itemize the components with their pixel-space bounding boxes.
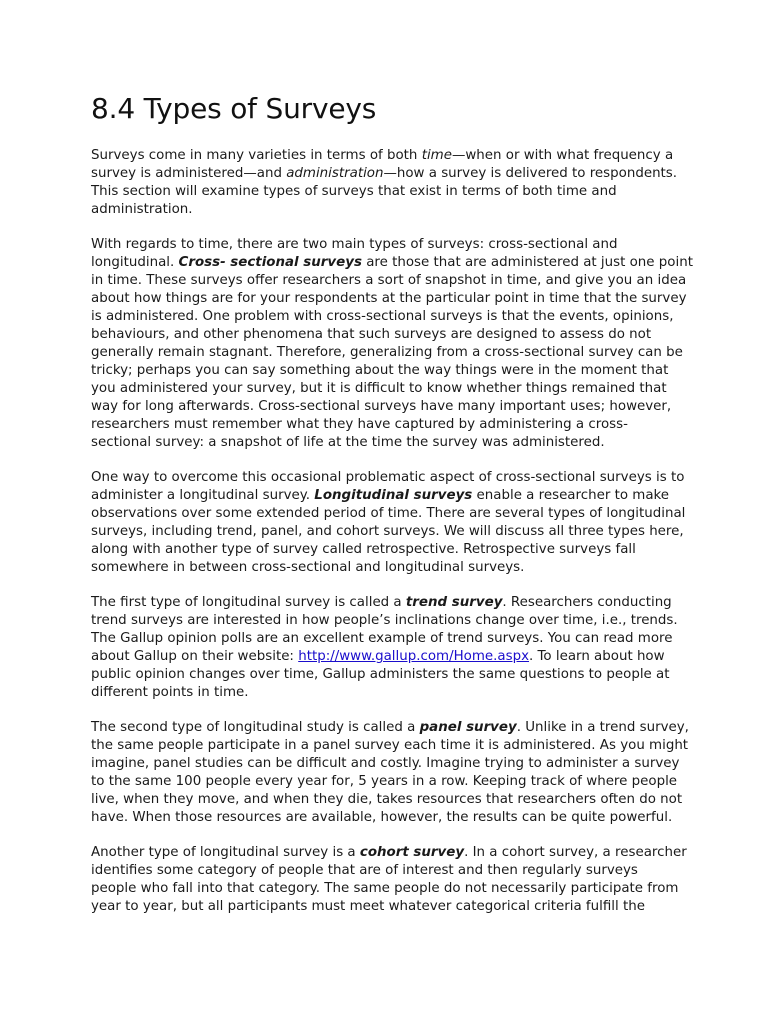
emphasis-administration: administration	[286, 166, 384, 181]
text-line: identifies some category of people that are of interest and then regularly surveys	[91, 863, 638, 878]
text-run: —when or with what frequency a	[451, 148, 674, 163]
text-run: about Gallup on their website:	[91, 649, 299, 664]
text-line: surveys, including trend, panel, and cohort surveys. We will discuss all three types here,	[91, 524, 684, 539]
text-run: . Researchers conducting	[502, 595, 672, 610]
term-trend-survey: trend survey	[405, 595, 503, 610]
text-run: enable a researcher to make	[472, 488, 670, 503]
text-run: longitudinal.	[91, 255, 179, 270]
text-run: The second type of longitudinal study is called a	[91, 720, 420, 735]
gallup-website-link[interactable]: http://www.gallup.com/Home.aspx	[298, 649, 530, 664]
text-line: This section will examine types of surveys that exist in terms of both time and	[91, 184, 617, 199]
text-run: . To learn about how	[529, 649, 665, 664]
text-line	[91, 254, 693, 272]
text-run: administer a longitudinal survey.	[91, 488, 315, 503]
text-line: administration.	[91, 202, 193, 217]
text-line: imagine, panel studies can be difficult and costly. Imagine trying to administer a survey	[91, 756, 680, 771]
term-longitudinal-surveys: Longitudinal surveys	[314, 488, 473, 503]
text-run: . In a cohort survey, a researcher	[464, 845, 687, 860]
term-cross-sectional-surveys: Cross- sectional surveys	[178, 255, 362, 270]
text-line: generally remain stagnant. Therefore, generalizing from a cross-sectional survey can be	[91, 345, 683, 360]
text-line: observations over some extended period of time. There are several types of longitudinal	[91, 506, 686, 521]
text-run: —how a survey is delivered to respondents.	[383, 166, 678, 181]
text-line: live, when they move, and when they die, takes resources that researchers often do not	[91, 792, 683, 807]
text-line: along with another type of survey called retrospective. Retrospective surveys fall	[91, 542, 636, 557]
term-panel-survey: panel survey	[419, 720, 517, 735]
text-line	[91, 487, 681, 505]
text-line: The Gallup opinion polls are an excellent example of trend surveys. You can read more	[91, 631, 673, 646]
text-run: The first type of longitudinal survey is called a	[91, 595, 406, 610]
text-line: to the same 100 people every year for, 5 years in a row. Keeping track of where people	[91, 774, 678, 789]
text-line	[91, 648, 681, 666]
text-line: behaviours, and other phenomena that such surveys are designed to assess do not	[91, 327, 652, 342]
text-line	[91, 147, 681, 165]
text-run: survey is administered—and	[91, 166, 287, 181]
paragraph-longitudinal	[91, 469, 686, 577]
text-line	[91, 594, 681, 612]
text-line: year to year, but all participants must meet whatever categorical criteria fulfill the	[91, 899, 645, 914]
paragraph-trend-survey	[91, 594, 681, 702]
text-line: the same people participate in a panel survey each time it is administered. As you might	[91, 738, 689, 753]
text-line: trend surveys are interested in how people’s inclinations change over time, i.e., trends.	[91, 613, 678, 628]
text-line: sectional survey: a snapshot of life at the time the survey was administered.	[91, 435, 605, 450]
text-line: One way to overcome this occasional problematic aspect of cross-sectional surveys is to	[91, 470, 685, 485]
paragraph-cohort-survey	[91, 844, 687, 916]
text-line	[91, 844, 687, 862]
text-run: are those that are administered at just one point	[361, 255, 693, 270]
text-line: different points in time.	[91, 685, 249, 700]
text-line: way for long afterwards. Cross-sectional surveys have many important uses; however,	[91, 399, 672, 414]
text-line: public opinion changes over time, Gallup administers the same questions to people at	[91, 667, 670, 682]
page-title: 8.4 Types of Surveys	[91, 92, 377, 125]
text-line: in time. These surveys offer researchers a sort of snapshot in time, and give you an idea	[91, 273, 687, 288]
text-line	[91, 719, 689, 737]
text-line: you administered your survey, but it is difficult to know whether things remained that	[91, 381, 667, 396]
text-run: . Unlike in a trend survey,	[516, 720, 689, 735]
text-line: somewhere in between cross-sectional and longitudinal surveys.	[91, 560, 525, 575]
emphasis-time: time	[421, 148, 452, 163]
text-line: tricky; perhaps you can say something about the way things were in the moment that	[91, 363, 669, 378]
text-run: Another type of longitudinal survey is a	[91, 845, 360, 860]
text-line: people who fall into that category. The same people do not necessarily participate from	[91, 881, 679, 896]
text-line: researchers must remember what they have captured by administering a cross-	[91, 417, 628, 432]
text-line: With regards to time, there are two main types of surveys: cross-sectional and	[91, 237, 618, 252]
paragraph-cross-sectional	[91, 236, 693, 452]
text-line	[91, 165, 681, 183]
term-cohort-survey: cohort survey	[359, 845, 465, 860]
paragraph-panel-survey	[91, 719, 689, 827]
text-line: have. When those resources are available, however, the results can be quite powerful.	[91, 810, 673, 825]
text-line: is administered. One problem with cross-sectional surveys is that the events, opinions,	[91, 309, 674, 324]
paragraph-intro	[91, 147, 681, 219]
text-line: about how things are for your respondents at the particular point in time that the survey	[91, 291, 687, 306]
text-run: Surveys come in many varieties in terms of both	[91, 148, 422, 163]
